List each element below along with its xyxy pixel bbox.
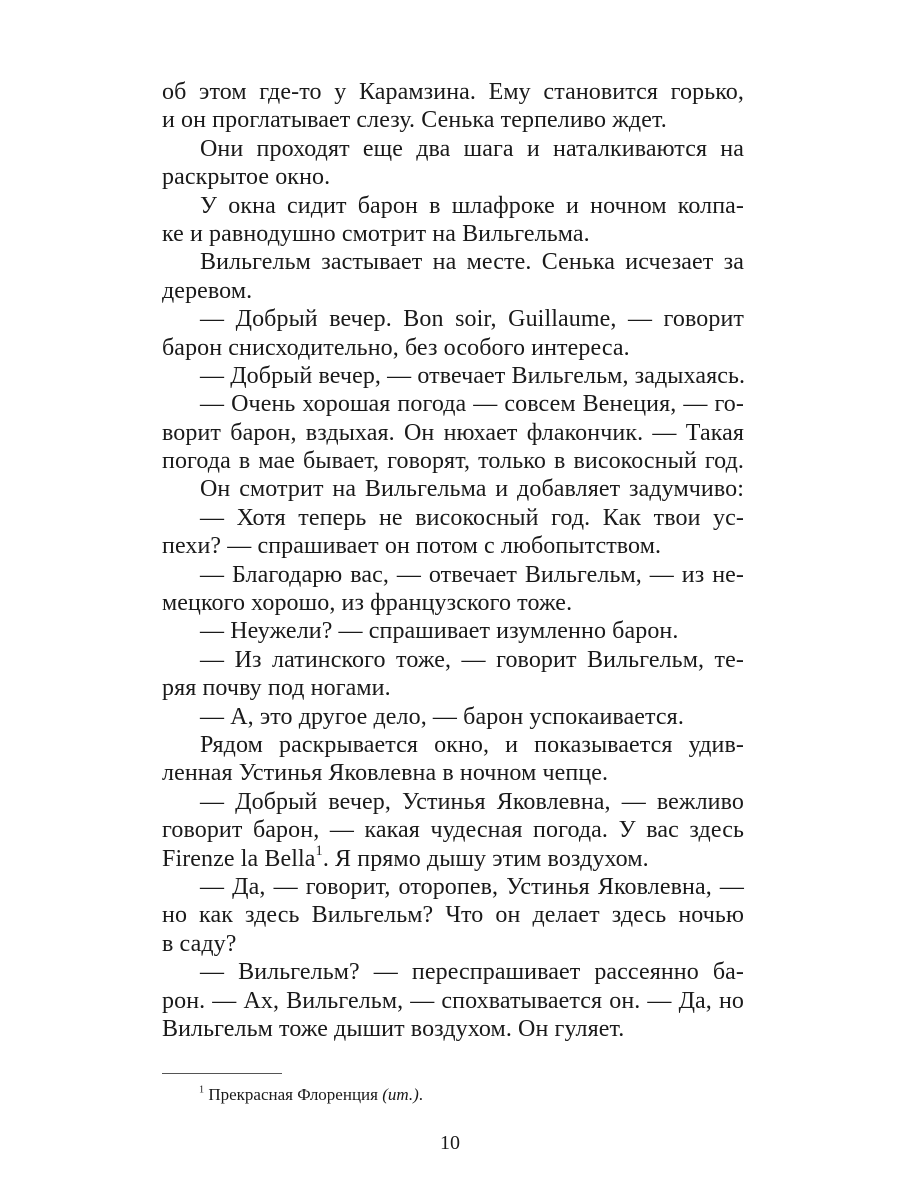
text-line — [162, 674, 744, 702]
text-line — [162, 759, 744, 787]
text-line-content: деревом. — [162, 277, 253, 304]
text-line — [162, 248, 744, 276]
text-line-content: Рядом раскрывается окно, и показывается удив- — [200, 731, 744, 758]
text-line — [162, 532, 744, 560]
text-line-content: — А, это другое дело, — барон успокаивается. — [200, 703, 684, 730]
text-line — [162, 987, 744, 1015]
text-line — [162, 220, 744, 248]
text-line — [162, 475, 744, 503]
text-line-content: пехи? — спрашивает он потом с любопытством. — [162, 533, 662, 560]
text-line-content: — Добрый вечер, — отвечает Вильгельм, задыхаясь. — [200, 362, 746, 389]
text-line — [162, 334, 744, 362]
text-line-content: Firenze la Bella — [162, 845, 316, 872]
text-line — [162, 504, 744, 532]
text-line-content: — Очень хорошая погода — совсем Венеция, — го- — [200, 391, 744, 418]
text-line — [162, 958, 744, 986]
text-line — [162, 277, 744, 305]
footnote-reference[interactable]: 1 — [315, 842, 323, 859]
text-line-content: об этом где-то у Карамзина. Ему становится горько, — [162, 79, 744, 105]
text-line — [162, 390, 744, 418]
text-line — [162, 646, 744, 674]
footnote-divider — [162, 1073, 282, 1074]
text-line — [162, 873, 744, 901]
text-line-content: Они проходят еще два шага и наталкиваются на — [200, 135, 744, 162]
text-line-content: У окна сидит барон в шлафроке и ночном колпа- — [200, 192, 744, 219]
text-line-content: — Благодарю вас, — отвечает Вильгельм, — из не- — [200, 561, 744, 588]
page-body — [162, 78, 744, 1043]
text-line — [162, 703, 744, 731]
text-line-content: ленная Устинья Яковлевна в ночном чепце. — [162, 760, 609, 787]
text-line-content: рон. — Ах, Вильгельм, — спохватывается он. — Да, но — [162, 987, 744, 1014]
text-line — [162, 163, 744, 191]
text-line-content: Вильгельм застывает на месте. Сенька исчезает за — [200, 249, 744, 276]
text-line — [162, 842, 744, 873]
text-line — [162, 419, 744, 447]
text-line-content: — Да, — говорит, оторопев, Устинья Яковлевна, — — [200, 873, 744, 900]
text-line-content: но как здесь Вильгельм? Что он делает здесь ночью — [162, 902, 744, 929]
text-line — [162, 816, 744, 844]
footnote-language-note: (ит.) — [382, 1085, 419, 1104]
text-line — [162, 617, 744, 645]
text-line-content: барон снисходительно, без особого интереса. — [162, 334, 630, 361]
text-line-content: раскрытое окно. — [162, 164, 331, 191]
text-line-content: говорит барон, — какая чудесная погода. У вас здесь — [162, 817, 744, 844]
text-line — [162, 1015, 744, 1043]
text-line — [162, 106, 744, 134]
text-line-content: ряя почву под ногами. — [162, 675, 391, 702]
footnote-end: . — [418, 1085, 424, 1104]
footnote-marker: 1 — [199, 1084, 205, 1096]
text-line-continuation: . Я прямо дышу этим воздухом. — [322, 845, 649, 872]
text-line — [162, 447, 744, 475]
text-line-content: ворит барон, вздыхая. Он нюхает флакончик. — Такая — [162, 419, 744, 446]
text-line-content: — Из латинского тоже, — говорит Вильгельм, те- — [200, 646, 744, 673]
page-number: 10 — [440, 1132, 460, 1154]
text-line-content: и он проглатывает слезу. Сенька терпеливо ждет. — [162, 107, 667, 134]
text-line-content: погода в мае бывает, говорят, только в високосный год. — [162, 448, 744, 475]
text-line — [162, 561, 744, 589]
text-line-content: в саду? — [162, 930, 237, 957]
text-line-content: — Вильгельм? — переспрашивает рассеянно ба- — [200, 959, 744, 986]
text-line — [162, 589, 744, 617]
text-line-content: — Неужели? — спрашивает изумленно барон. — [200, 618, 679, 645]
text-line-content: — Добрый вечер, Устинья Яковлевна, — вежливо — [200, 788, 744, 815]
text-line-content: Он смотрит на Вильгельма и добавляет задумчиво: — [200, 476, 744, 503]
text-line — [162, 901, 744, 929]
text-line — [162, 78, 744, 106]
text-line-content: — Добрый вечер. Bon soir, Guillaume, — говорит — [200, 306, 744, 333]
text-line-content: мецкого хорошо, из французского тоже. — [162, 590, 573, 617]
text-line — [162, 305, 744, 333]
text-line — [162, 362, 744, 390]
text-line — [162, 788, 744, 816]
text-line-content: ке и равнодушно смотрит на Вильгельма. — [162, 220, 590, 247]
text-line — [162, 192, 744, 220]
text-line-content: — Хотя теперь не високосный год. Как твои ус- — [200, 504, 744, 531]
footnote-text: Прекрасная Флоренция — [208, 1085, 378, 1104]
footnote — [199, 1083, 423, 1107]
text-line-content: Вильгельм тоже дышит воздухом. Он гуляет. — [162, 1015, 625, 1042]
text-line — [162, 135, 744, 163]
text-line — [162, 930, 744, 958]
text-line — [162, 731, 744, 759]
